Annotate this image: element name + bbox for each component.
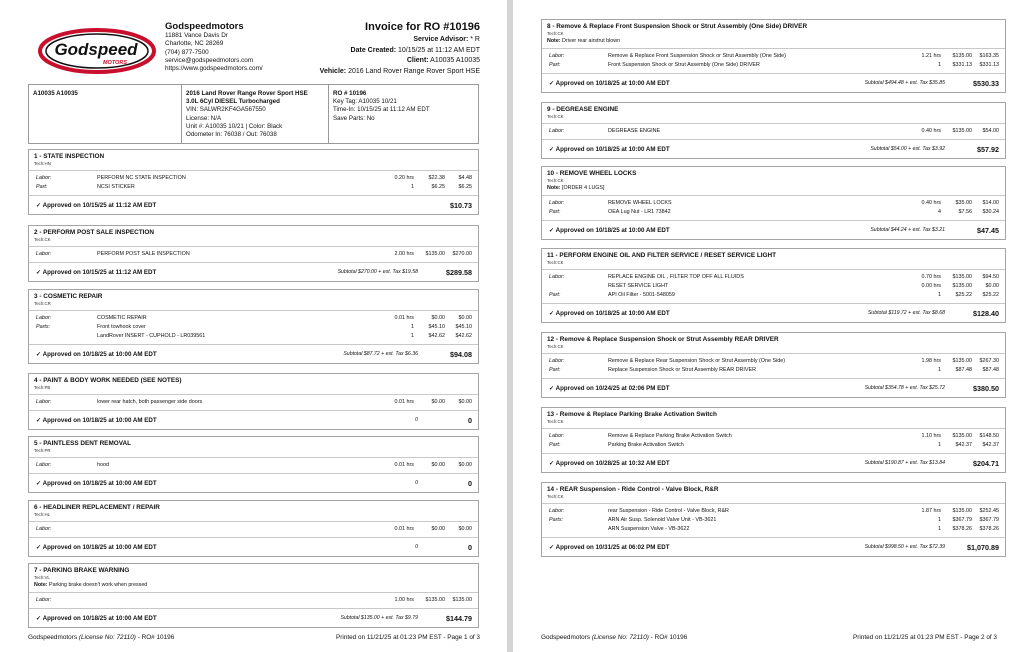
line-rate: $135.00 [952, 273, 972, 280]
job-footer [29, 473, 478, 492]
line-item [29, 323, 478, 332]
page-footer-left: Godspeedmotors (License No: 72110) - RO# 10196 [28, 634, 175, 641]
approval-status: ✓ Approved on 10/31/25 at 06:02 PM EDT [549, 543, 670, 551]
line-item [542, 52, 1005, 61]
job-total: $204.71 [973, 458, 999, 468]
line-item [542, 291, 1005, 300]
line-description: OEA Lug Nut - LR1 73842 [608, 208, 671, 215]
job-title: 1 - STATE INSPECTION [34, 153, 105, 160]
job-card [28, 563, 479, 628]
line-quantity: 1.10 hrs [921, 432, 941, 439]
line-quantity: 0.40 hrs [921, 199, 941, 206]
line-rate: $135.00 [952, 282, 972, 289]
job-total: $1,070.89 [967, 542, 999, 552]
line-item [542, 273, 1005, 282]
job-total: $144.79 [446, 613, 472, 623]
approval-status: ✓ Approved on 10/18/25 at 10:00 AM EDT [549, 309, 670, 317]
svg-text:MOTORS: MOTORS [102, 60, 128, 66]
line-description: DEGREASE ENGINE [608, 127, 661, 134]
line-amount: $0.00 [458, 461, 472, 468]
company-name: Godspeedmotors [165, 21, 244, 32]
job-footer [542, 220, 1005, 239]
invoice-header [320, 21, 480, 77]
line-description: REPLACE ENGINE OIL , FILTER TOP OFF ALL FLUIDS [608, 273, 744, 280]
line-item [542, 432, 1005, 441]
line-type: Part: [549, 291, 561, 298]
line-amount: $6.25 [458, 183, 472, 190]
line-amount: $0.00 [458, 314, 472, 321]
job-total: 0 [468, 542, 472, 552]
job-card [541, 407, 1006, 473]
line-rate: $135.00 [952, 507, 972, 514]
job-title: 2 - PERFORM POST SALE INSPECTION [34, 229, 155, 236]
page-footer-right: Printed on 11/21/25 at 01:23 PM EST - Page 1 of 3 [335, 634, 480, 641]
line-amount: $45.10 [455, 323, 472, 330]
line-rate: $42.62 [428, 332, 445, 339]
job-line-items [29, 457, 478, 473]
line-amount: $252.45 [979, 507, 999, 514]
job-line-items [542, 123, 1005, 139]
job-title: 3 - COSMETIC REPAIR [34, 293, 103, 300]
svg-text:Godspeed: Godspeed [54, 40, 138, 59]
approval-status: ✓ Approved on 10/18/25 at 10:00 AM EDT [549, 226, 670, 234]
line-amount: $270.00 [452, 250, 472, 257]
vehicle: Vehicle: 2016 Land Rover Range Rover Sport HSE [319, 67, 480, 75]
line-description: API Oil Filter - 5001-548059 [608, 291, 675, 298]
line-quantity: 1.87 hrs [921, 507, 941, 514]
job-title: 4 - PAINT & BODY WORK NEEDED (SEE NOTES) [34, 377, 182, 384]
line-description: Replace Suspension Shock or Strut Assembly REAR DRIVER [608, 366, 757, 373]
job-total: $47.45 [977, 225, 999, 235]
job-line-items [29, 310, 478, 344]
line-amount: $14.00 [982, 199, 999, 206]
job-subtotal: Subtotal $190.87 + est. Tax $13.84 [864, 459, 945, 466]
job-tech: Tech:PR [34, 448, 51, 453]
line-quantity: 1 [938, 441, 941, 448]
job-subtotal: Subtotal $54.00 + est. Tax $3.92 [870, 145, 945, 152]
line-description: Parking Brake Activation Switch [608, 441, 684, 448]
job-title: 10 - REMOVE WHEEL LOCKS [547, 170, 637, 177]
job-tech: Tech:CK [547, 178, 564, 183]
line-rate: $135.00 [952, 432, 972, 439]
line-quantity: 0.01 hrs [394, 314, 414, 321]
line-item [542, 441, 1005, 450]
service-advisor: Service Advisor: * R [413, 36, 480, 43]
line-type: Labor: [549, 432, 565, 439]
company-email: service@godspeedmotors.com [165, 56, 254, 64]
job-card [541, 248, 1006, 323]
line-quantity: 0.00 hrs [921, 282, 941, 289]
line-item [29, 525, 478, 534]
line-rate: $367.79 [952, 516, 972, 523]
line-amount: $0.00 [458, 525, 472, 532]
job-line-items [29, 246, 478, 262]
line-description: lower rear hatch, both passenger side doors [97, 398, 203, 405]
line-rate: $135.00 [952, 127, 972, 134]
job-card [541, 332, 1006, 398]
line-quantity: 0.01 hrs [394, 398, 414, 405]
line-quantity: 0.20 hrs [394, 174, 414, 181]
job-subtotal: Subtotal $87.72 + est. Tax $6.36 [343, 350, 418, 357]
job-tech: Tech:CK [547, 31, 564, 36]
job-footer [542, 378, 1005, 397]
line-item [29, 596, 478, 605]
line-rate: $87.48 [955, 366, 972, 373]
approval-status: ✓ Approved on 10/18/25 at 10:00 AM EDT [36, 350, 157, 358]
approval-status: ✓ Approved on 10/18/25 at 10:00 AM EDT [36, 416, 157, 424]
line-item [542, 199, 1005, 208]
job-footer [29, 608, 478, 627]
job-subtotal: Subtotal $135.00 + est. Tax $9.79 [340, 614, 418, 621]
line-description: LandRover INSERT - CUPHOLD - LR039561 [97, 332, 206, 339]
line-quantity: 0.01 hrs [394, 461, 414, 468]
line-description: ARN Suspension Valve - VB-3622 [608, 525, 690, 532]
job-title: 13 - Remove & Replace Parking Brake Activation Switch [547, 411, 717, 418]
line-description: Remove & Replace Parking Brake Activation Switch [608, 432, 732, 439]
line-description: ARN Air Susp. Solenoid Valve Unit - VB-3621 [608, 516, 717, 523]
line-quantity: 1 [411, 183, 414, 190]
line-type: Labor: [36, 398, 52, 405]
job-footer [542, 303, 1005, 322]
job-tech: Tech:CR [34, 301, 51, 306]
line-type: Part: [549, 441, 561, 448]
line-item [542, 208, 1005, 217]
invoice-title: Invoice for RO #10196 [365, 21, 480, 33]
approval-status: ✓ Approved on 10/15/25 at 11:12 AM EDT [36, 268, 157, 276]
line-description: Remove & Replace Front Suspension Shock or Strut Assembly (One Side) [608, 52, 786, 59]
godspeed-logo [37, 26, 157, 76]
line-quantity: 1 [938, 516, 941, 523]
line-type: Labor: [36, 461, 52, 468]
job-card [541, 482, 1006, 557]
job-subtotal: Subtotal $494.48 + est. Tax $35.85 [864, 79, 945, 86]
job-tech: Tech:CK [547, 419, 564, 424]
ro-cell: RO # 10196 Key Tag: A10035 10/21 Time-In: 10/15/25 at 11:12 AM EDT Save Parts: No [333, 90, 430, 122]
line-amount: $4.48 [458, 174, 472, 181]
vehicle-info-box [28, 84, 479, 144]
line-description: NCSI STICKER [97, 183, 135, 190]
line-description: PERFORM NC STATE INSPECTION [97, 174, 186, 181]
job-tech: Tech:CK [547, 114, 564, 119]
job-line-items [29, 521, 478, 537]
line-type: Labor: [36, 525, 52, 532]
invoice-page-1 [0, 0, 507, 652]
job-title: 11 - PERFORM ENGINE OIL AND FILTER SERVICE / RESET SERVICE LIGHT [547, 252, 777, 259]
job-note: Note: Driver rear airstrut blown [547, 37, 621, 44]
line-item [29, 461, 478, 470]
job-line-items [29, 592, 478, 608]
date-created: Date Created: 10/15/25 at 11:12 AM EDT [350, 46, 480, 54]
line-quantity: 1 [411, 332, 414, 339]
job-card [541, 102, 1006, 159]
line-amount: $0.00 [458, 398, 472, 405]
job-subtotal: Subtotal $44.24 + est. Tax $3.21 [870, 226, 945, 233]
job-title: 5 - PAINTLESS DENT REMOVAL [34, 440, 132, 447]
job-line-items [29, 170, 478, 195]
job-line-items [542, 48, 1005, 73]
job-total: $128.40 [973, 308, 999, 318]
job-subtotal: Subtotal $119.72 + est. Tax $8.68 [867, 309, 945, 316]
job-tech: Tech:CK [547, 494, 564, 499]
line-amount: $94.50 [982, 273, 999, 280]
company-phone: (704) 877-7500 [165, 48, 209, 56]
job-total: $530.33 [973, 78, 999, 88]
line-amount: $54.00 [982, 127, 999, 134]
line-type: Labor: [549, 199, 565, 206]
approval-status: ✓ Approved on 10/24/25 at 02:06 PM EDT [549, 384, 670, 392]
job-subtotal: 0 [415, 543, 418, 550]
company-website: https://www.godspeedmotors.com/ [165, 65, 263, 73]
line-rate: $135.00 [425, 596, 445, 603]
line-rate: $25.22 [955, 291, 972, 298]
job-title: 9 - DEGREASE ENGINE [547, 106, 619, 113]
line-amount: $267.30 [979, 357, 999, 364]
job-total: 0 [468, 478, 472, 488]
line-type: Labor: [549, 273, 565, 280]
line-amount: $87.48 [982, 366, 999, 373]
job-total: $10.73 [450, 200, 472, 210]
line-type: Parts: [549, 516, 564, 523]
job-card [28, 289, 479, 364]
line-description: Front towhook cover [97, 323, 146, 330]
job-title: 14 - REAR Suspension - Ride Control - Valve Block, R&R [547, 486, 719, 493]
line-item [29, 398, 478, 407]
job-line-items [542, 269, 1005, 303]
line-rate: $0.00 [431, 398, 445, 405]
line-quantity: 1.21 hrs [921, 52, 941, 59]
job-tech: Tech:CK [34, 237, 51, 242]
line-rate: $42.37 [955, 441, 972, 448]
line-type: Part: [549, 366, 561, 373]
company-info [165, 21, 263, 73]
line-item [542, 127, 1005, 136]
client: Client: A10035 A10035 [406, 57, 480, 64]
job-tech: Tech:PB [34, 385, 51, 390]
job-card [28, 149, 479, 215]
line-item [542, 516, 1005, 525]
line-description: RESET SERVICE LIGHT [608, 282, 669, 289]
job-line-items [542, 428, 1005, 453]
invoice-page-2 [513, 0, 1024, 652]
job-note: Note: [ORDER 4 LUGS] [547, 184, 605, 191]
job-tech: Tech:HL [34, 512, 51, 517]
line-rate: $45.10 [428, 323, 445, 330]
line-quantity: 1.00 hrs [394, 596, 414, 603]
line-rate: $35.00 [955, 199, 972, 206]
line-description: PERFORM POST SALE INSPECTION [97, 250, 190, 257]
job-line-items [542, 353, 1005, 378]
line-amount: $25.22 [982, 291, 999, 298]
line-type: Part: [549, 208, 561, 215]
job-footer [542, 73, 1005, 92]
approval-status: ✓ Approved on 10/18/25 at 10:00 AM EDT [36, 479, 157, 487]
line-rate: $378.26 [952, 525, 972, 532]
line-item [542, 525, 1005, 534]
line-quantity: 1.98 hrs [921, 357, 941, 364]
line-item [542, 366, 1005, 375]
line-rate: $135.00 [952, 357, 972, 364]
line-quantity: 1 [938, 525, 941, 532]
job-subtotal: 0 [415, 416, 418, 423]
job-line-items [29, 394, 478, 410]
job-tech: Tech:CK [547, 260, 564, 265]
customer-cell: A10035 A10035 [29, 85, 182, 143]
job-footer [29, 262, 478, 281]
approval-status: ✓ Approved on 10/18/25 at 10:00 AM EDT [549, 79, 670, 87]
line-rate: $7.56 [958, 208, 972, 215]
line-rate: $0.00 [431, 525, 445, 532]
line-quantity: 0.40 hrs [921, 127, 941, 134]
line-item [29, 183, 478, 192]
line-rate: $0.00 [431, 314, 445, 321]
job-line-items [542, 195, 1005, 220]
job-tech: Tech:VL [34, 575, 50, 580]
line-type: Part: [36, 183, 48, 190]
line-amount: $331.13 [979, 61, 999, 68]
line-item [29, 332, 478, 341]
job-subtotal: Subtotal $998.50 + est. Tax $72.39 [864, 543, 945, 550]
job-subtotal: Subtotal $270.00 + est. Tax $19.58 [337, 268, 418, 275]
line-quantity: 2.00 hrs [394, 250, 414, 257]
line-amount: $163.35 [979, 52, 999, 59]
line-type: Labor: [549, 127, 565, 134]
line-description: Front Suspension Shock or Strut Assembly (One Side) DRIVER [608, 61, 760, 68]
line-type: Labor: [549, 507, 565, 514]
job-tech: Tech:CK [547, 344, 564, 349]
job-card [541, 19, 1006, 93]
line-quantity: 4 [938, 208, 941, 215]
line-description: REMOVE WHEEL LOCKS [608, 199, 672, 206]
approval-status: ✓ Approved on 10/28/25 at 10:32 AM EDT [549, 459, 670, 467]
line-item [29, 250, 478, 259]
job-footer [29, 195, 478, 214]
line-type: Labor: [36, 174, 52, 181]
line-rate: $0.00 [431, 461, 445, 468]
job-card [28, 436, 479, 493]
line-type: Labor: [36, 250, 52, 257]
line-rate: $135.00 [952, 52, 972, 59]
job-title: 6 - HEADLINER REPLACEMENT / REPAIR [34, 504, 160, 511]
vehicle-cell: 2016 Land Rover Range Rover Sport HSE 3.0L 6Cyl DIESEL Turbocharged VIN: SALWR2KF4GA567550 License: N/A Unit #: A10035 10/21 | Color: Black Odometer In: 76038 / Out: 76038 [182, 85, 329, 143]
line-item [29, 174, 478, 183]
line-type: Part: [549, 61, 561, 68]
job-footer [542, 139, 1005, 158]
line-amount: $42.62 [455, 332, 472, 339]
line-amount: $0.00 [985, 282, 999, 289]
line-item [29, 314, 478, 323]
approval-status: ✓ Approved on 10/18/25 at 10:00 AM EDT [36, 543, 157, 551]
job-total: 0 [468, 415, 472, 425]
line-item [542, 282, 1005, 291]
line-description: COSMETIC REPAIR [97, 314, 147, 321]
line-quantity: 1 [938, 61, 941, 68]
line-amount: $367.79 [979, 516, 999, 523]
job-footer [542, 453, 1005, 472]
job-tech: Tech:HN [34, 161, 51, 166]
line-item [542, 507, 1005, 516]
line-rate: $331.13 [952, 61, 972, 68]
job-title: 12 - Remove & Replace Suspension Shock or Strut Assembly REAR DRIVER [547, 336, 779, 343]
job-footer [29, 537, 478, 556]
line-type: Labor: [36, 596, 52, 603]
job-title: 8 - Remove & Replace Front Suspension Shock or Strut Assembly (One Side) DRIVER [547, 23, 808, 30]
line-type: Labor: [549, 357, 565, 364]
job-subtotal: Subtotal $354.78 + est. Tax $25.72 [864, 384, 945, 391]
job-subtotal: 0 [415, 479, 418, 486]
line-amount: $42.37 [982, 441, 999, 448]
line-rate: $135.00 [425, 250, 445, 257]
job-total: $57.92 [977, 144, 999, 154]
line-quantity: 0.70 hrs [921, 273, 941, 280]
line-description: Remove & Replace Rear Suspension Shock or Strut Assembly (One Side) [608, 357, 786, 364]
company-address-1: 11881 Vance Davis Dr [165, 32, 228, 39]
company-address-2: Charlotte, NC 28269 [165, 40, 224, 48]
line-quantity: 1 [411, 323, 414, 330]
job-card [541, 166, 1006, 240]
job-card [28, 373, 479, 430]
line-amount: $148.50 [979, 432, 999, 439]
job-card [28, 500, 479, 557]
page-footer-right: Printed on 11/21/25 at 01:23 PM EST - Page 2 of 3 [852, 634, 997, 641]
line-type: Labor: [36, 314, 52, 321]
job-card [28, 225, 479, 282]
line-amount: $30.24 [982, 208, 999, 215]
line-description: hood [97, 461, 109, 468]
approval-status: ✓ Approved on 10/15/25 at 11:12 AM EDT [36, 201, 157, 209]
line-amount: $378.26 [979, 525, 999, 532]
line-rate: $22.38 [428, 174, 445, 181]
approval-status: ✓ Approved on 10/18/25 at 10:00 AM EDT [549, 145, 670, 153]
job-line-items [542, 503, 1005, 537]
line-description: rear Suspension - Ride Control - Valve Block, R&R [608, 507, 729, 514]
line-amount: $135.00 [452, 596, 472, 603]
job-total: $380.50 [973, 383, 999, 393]
line-item [542, 61, 1005, 70]
job-title: 7 - PARKING BRAKE WARNING [34, 567, 130, 574]
job-total: $289.58 [446, 267, 472, 277]
job-footer [29, 344, 478, 363]
line-quantity: 1 [938, 366, 941, 373]
line-type: Parts: [36, 323, 51, 330]
line-type: Labor: [549, 52, 565, 59]
line-quantity: 1 [938, 291, 941, 298]
line-quantity: 0.01 hrs [394, 525, 414, 532]
line-item [542, 357, 1005, 366]
job-footer [542, 537, 1005, 556]
page-footer-left: Godspeedmotors (License No: 72110) - RO# 10196 [541, 634, 688, 641]
approval-status: ✓ Approved on 10/18/25 at 10:00 AM EDT [36, 614, 157, 622]
job-note: Note: Parking brake doesn't work when pressed [34, 581, 148, 588]
job-footer [29, 410, 478, 429]
line-rate: $6.25 [431, 183, 445, 190]
job-total: $94.08 [450, 349, 472, 359]
